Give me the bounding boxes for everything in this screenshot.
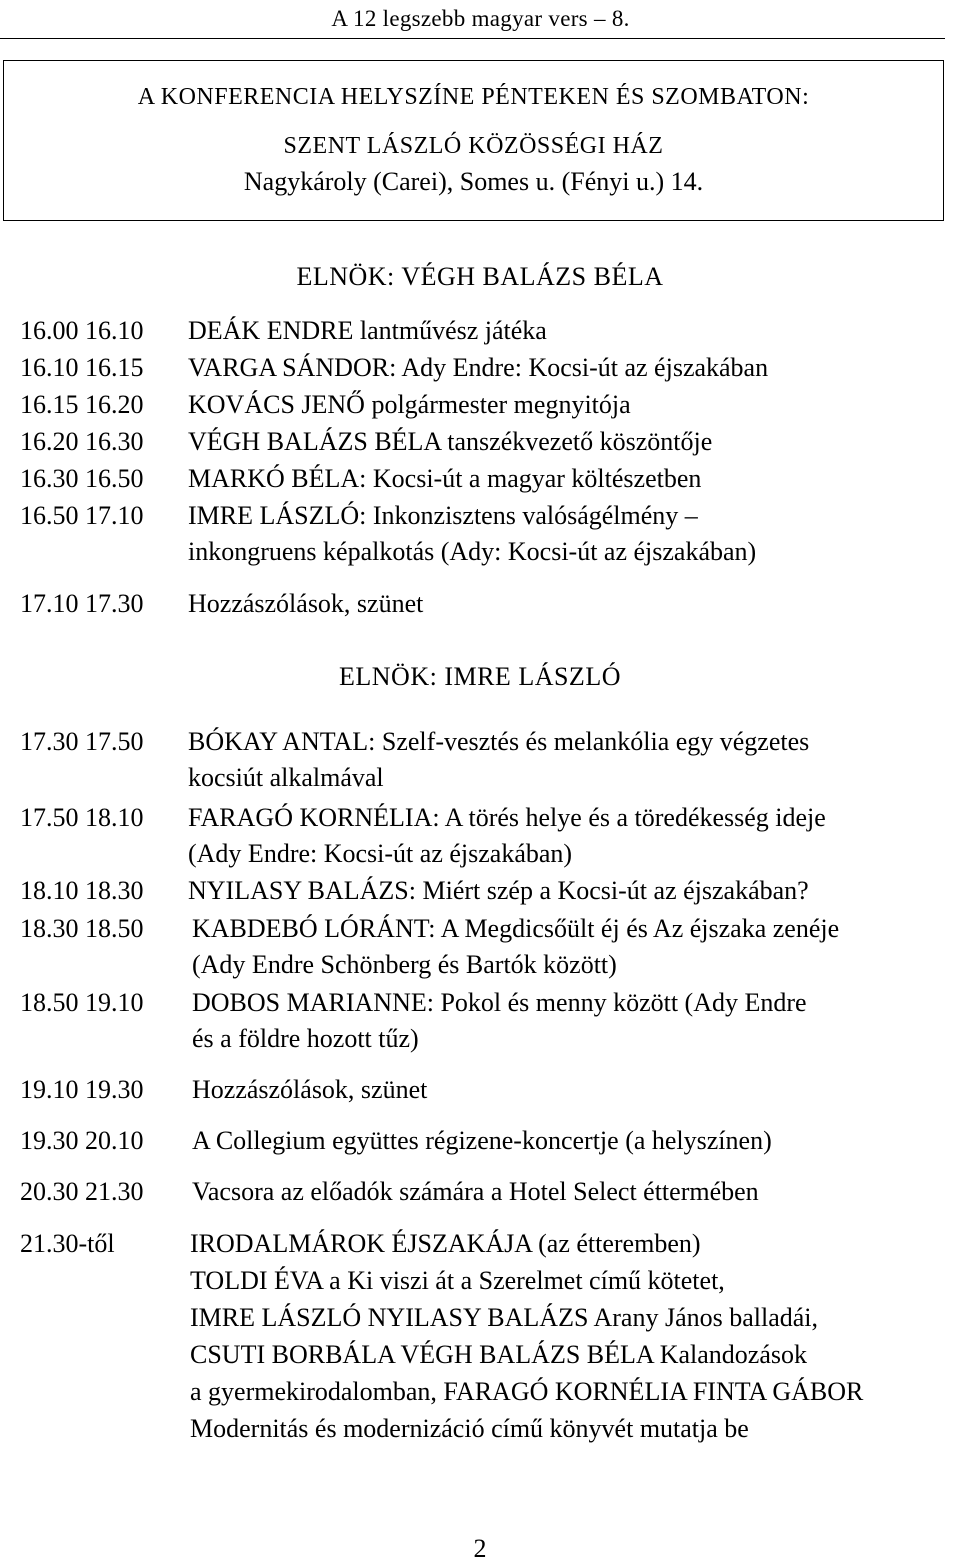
program-row — [20, 800, 950, 872]
program-text-continued: (Ady Endre Schönberg és Bartók között) — [192, 950, 617, 979]
program-text-continued: (Ady Endre: Kocsi-út az éjszakában) — [188, 839, 573, 868]
program-row — [20, 873, 950, 909]
session1-chair-label: ELNÖK: VÉGH BALÁZS BÉLA — [296, 262, 664, 291]
program-time: 17.30 17.50 — [20, 727, 144, 756]
program-time: 18.10 18.30 — [20, 876, 144, 905]
night-title: IRODALMÁROK ÉJSZAKÁJA (az étteremben) — [190, 1229, 701, 1258]
program-row — [20, 1072, 950, 1108]
program-time: 16.00 16.10 — [20, 316, 144, 345]
program-row — [20, 724, 950, 796]
program-time: 16.10 16.15 — [20, 353, 144, 382]
program-text: NYILASY BALÁZS: Miért szép a Kocsi-út az éjszakában? — [188, 876, 809, 905]
program-text: VARGA SÁNDOR: Ady Endre: Kocsi-út az éjszakában — [188, 353, 769, 382]
running-header-title: A 12 legszebb magyar vers – 8. — [331, 6, 630, 31]
program-row — [20, 911, 950, 983]
program-row — [20, 985, 950, 1057]
program-text: DOBOS MARIANNE: Pokol és menny között (Ady Endre — [192, 988, 807, 1017]
venue-name: SZENT LÁSZLÓ KÖZÖSSÉGI HÁZ — [283, 133, 664, 159]
running-header — [0, 0, 945, 39]
program-text: KABDEBÓ LÓRÁNT: A Megdicsőült éj és Az éjszaka zenéje — [192, 914, 840, 943]
program-time: 19.30 20.10 — [20, 1126, 144, 1155]
program-row — [20, 498, 950, 570]
program-text: Hozzászólások, szünet — [188, 589, 424, 618]
program-row — [20, 461, 950, 497]
program-time: 18.30 18.50 — [20, 914, 144, 943]
session2-chair-label: ELNÖK: IMRE LÁSZLÓ — [339, 662, 621, 691]
session2-chair — [0, 662, 960, 692]
program-text: Hozzászólások, szünet — [192, 1075, 428, 1104]
program-time: 17.10 17.30 — [20, 589, 144, 618]
night-lines — [190, 1225, 950, 1447]
program-row — [20, 424, 950, 460]
program-text-continued: inkongruens képalkotás (Ady: Kocsi-út az éjszakában) — [188, 537, 757, 566]
night-line: TOLDI ÉVA a Ki viszi át a Szerelmet című kötetet, — [190, 1266, 725, 1295]
program-text: IMRE LÁSZLÓ: Inkonzisztens valóságélmény – — [188, 501, 698, 530]
program-text: DEÁK ENDRE lantművész játéka — [188, 316, 547, 345]
page-number: 2 — [473, 1534, 487, 1563]
program-time: 16.50 17.10 — [20, 501, 144, 530]
program-time: 16.15 16.20 — [20, 390, 144, 419]
venue-box — [3, 60, 944, 221]
program-text: A Collegium együttes régizene-koncertje (a helyszínen) — [192, 1126, 772, 1155]
night-line: IMRE LÁSZLÓ NYILASY BALÁZS Arany János balladái, — [190, 1303, 819, 1332]
night-line: a gyermekirodalomban, FARAGÓ KORNÉLIA FINTA GÁBOR — [190, 1377, 864, 1406]
program-time: 16.20 16.30 — [20, 427, 144, 456]
program-row — [20, 1174, 950, 1210]
program-text: Vacsora az előadók számára a Hotel Select éttermében — [192, 1177, 759, 1206]
program-time: 19.10 19.30 — [20, 1075, 144, 1104]
program-text: FARAGÓ KORNÉLIA: A törés helye és a töredékesség ideje — [188, 803, 826, 832]
program-time: 17.50 18.10 — [20, 803, 144, 832]
venue-heading: A KONFERENCIA HELYSZÍNE PÉNTEKEN ÉS SZOMBATON: — [137, 84, 810, 110]
program-text: VÉGH BALÁZS BÉLA tanszékvezető köszöntője — [188, 427, 713, 456]
program-row — [20, 1123, 950, 1159]
program-row — [20, 586, 950, 622]
program-row — [20, 313, 950, 349]
night-time: 21.30-től — [20, 1229, 115, 1258]
night-line: Modernitás és modernizáció című könyvét mutatja be — [190, 1414, 749, 1443]
program-row — [20, 350, 950, 386]
program-time: 18.50 19.10 — [20, 988, 144, 1017]
program-text: KOVÁCS JENŐ polgármester megnyitója — [188, 390, 631, 419]
program-text: BÓKAY ANTAL: Szelf-vesztés és melankólia egy végzetes — [188, 727, 810, 756]
program-text-continued: és a földre hozott tűz) — [192, 1024, 419, 1053]
program-time: 20.30 21.30 — [20, 1177, 144, 1206]
night-line: CSUTI BORBÁLA VÉGH BALÁZS BÉLA Kalandozások — [190, 1340, 808, 1369]
program-text: MARKÓ BÉLA: Kocsi-út a magyar költészetben — [188, 464, 702, 493]
venue-address: Nagykároly (Carei), Somes u. (Fényi u.) 14. — [243, 167, 704, 196]
program-row — [20, 387, 950, 423]
program-text-continued: kocsiút alkalmával — [188, 763, 384, 792]
program-time: 16.30 16.50 — [20, 464, 144, 493]
session1-chair — [0, 262, 960, 292]
